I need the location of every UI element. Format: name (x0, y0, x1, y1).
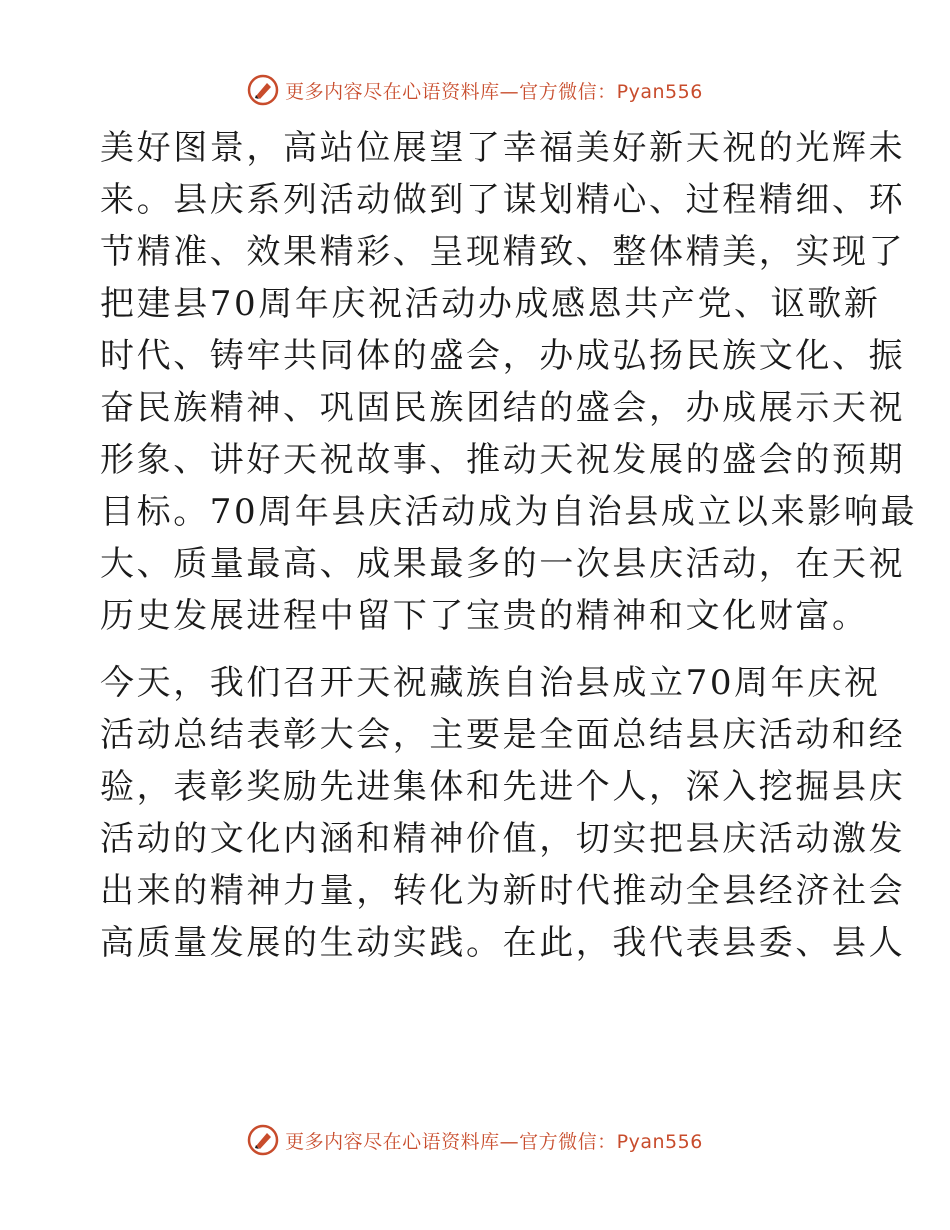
page-footer-banner (0, 1120, 950, 1160)
header-banner-suffix: 官方微信：Pyan556 (519, 80, 703, 103)
text-line: 目标。70周年县庆活动成为自治县成立以来影响最 (100, 492, 918, 532)
logo-icon (247, 1124, 279, 1156)
footer-banner-text (285, 1127, 703, 1154)
text-line: 形象、讲好天祝故事、推动天祝发展的盛会的预期 (100, 440, 906, 480)
footer-banner-suffix: 官方微信：Pyan556 (519, 1130, 703, 1153)
paragraph-1 (100, 122, 918, 642)
text-line: 今天，我们召开天祝藏族自治县成立70周年庆祝 (100, 663, 881, 703)
text-line: 节精准、效果精彩、呈现精致、整体精美，实现了 (100, 232, 906, 272)
text-line: 时代、铸牢共同体的盛会，办成弘扬民族文化、振 (100, 336, 906, 376)
header-banner-text (285, 77, 703, 104)
text-line: 出来的精神力量，转化为新时代推动全县经济社会 (100, 871, 906, 911)
text-line: 美好图景，高站位展望了幸福美好新天祝的光辉未 (100, 128, 906, 168)
paragraph-2 (100, 657, 906, 969)
text-line: 历史发展进程中留下了宝贵的精神和文化财富。 (100, 596, 869, 636)
text-line: 把建县70周年庆祝活动办成感恩共产党、讴歌新 (100, 284, 881, 324)
paragraph-spacer (100, 642, 860, 657)
text-line: 大、质量最高、成果最多的一次县庆活动，在天祝 (100, 544, 906, 584)
logo-icon (247, 74, 279, 106)
header-banner-title: 更多内容尽在心语资料库 (285, 80, 500, 103)
text-line: 来。县庆系列活动做到了谋划精心、过程精细、环 (100, 180, 906, 220)
footer-banner-dash: — (499, 1130, 520, 1153)
text-line: 奋民族精神、巩固民族团结的盛会，办成展示天祝 (100, 388, 906, 428)
text-line: 高质量发展的生动实践。在此，我代表县委、县人 (100, 923, 906, 963)
text-line: 活动的文化内涵和精神价值，切实把县庆活动激发 (100, 819, 906, 859)
page-header-banner (0, 70, 950, 110)
footer-banner-title: 更多内容尽在心语资料库 (285, 1130, 500, 1153)
document-body (100, 122, 918, 969)
header-banner-dash: — (499, 80, 520, 103)
text-line: 验，表彰奖励先进集体和先进个人，深入挖掘县庆 (100, 767, 906, 807)
text-line: 活动总结表彰大会，主要是全面总结县庆活动和经 (100, 715, 906, 755)
